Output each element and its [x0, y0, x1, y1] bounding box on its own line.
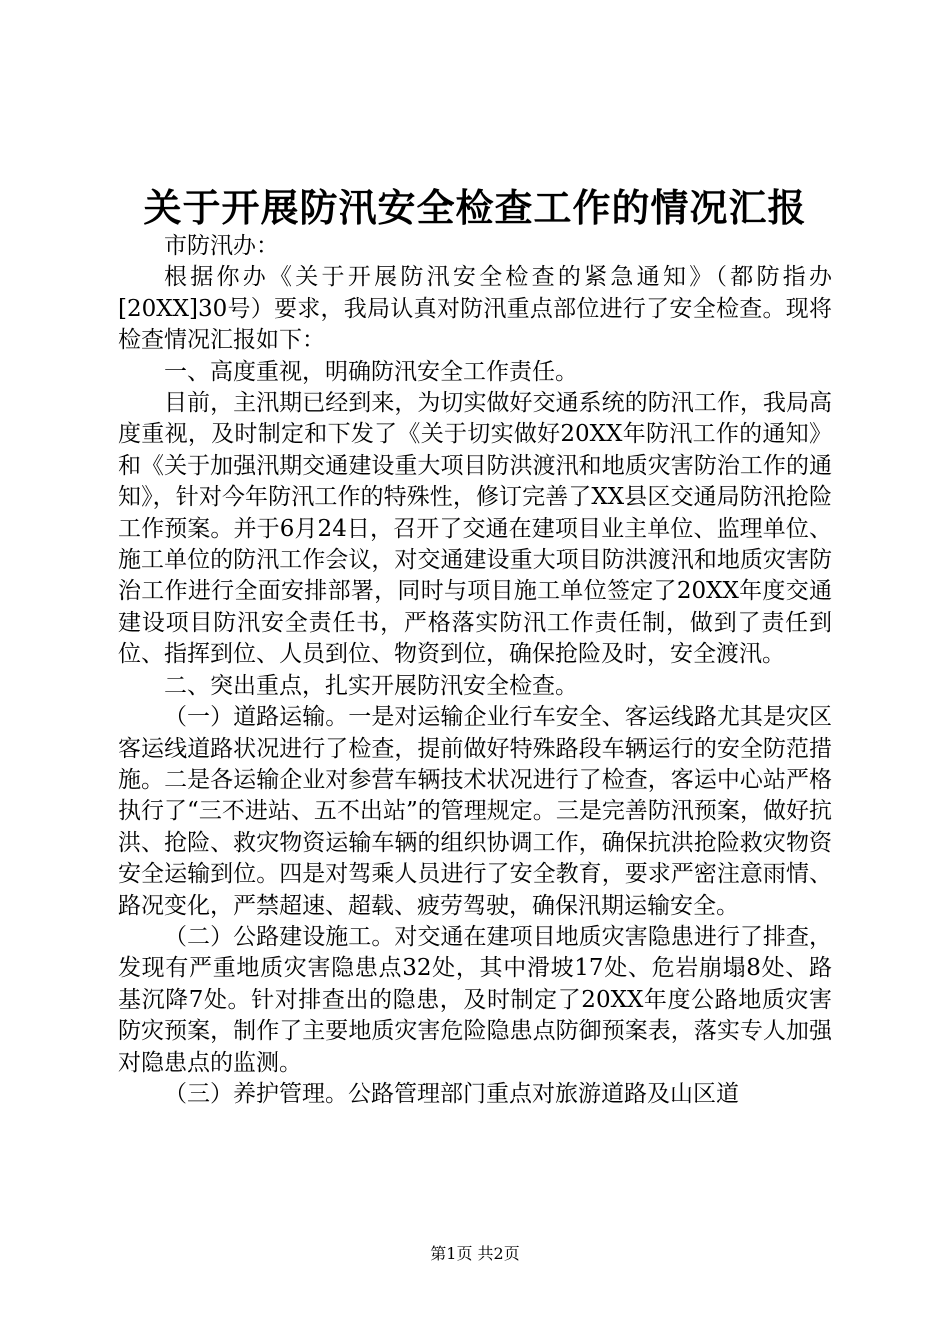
document-body: [118, 231, 832, 1110]
paragraph-road-construction: （二）公路建设施工。对交通在建项目地质灾害隐患进行了排查，发现有严重地质灾害隐患点32处，其中滑坡17处、危岩崩塌8处、路基沉降7处。针对排查出的隐患，及时制定了20XX年度公路地质灾害防灾预案，制作了主要地质灾害危险隐患点防御预案表，落实专人加强对隐患点的监测。: [118, 923, 832, 1076]
document-title: 关于开展防汛安全检查工作的情况汇报: [143, 185, 807, 230]
page-footer: 第1页 共2页: [430, 1244, 520, 1263]
salutation: 市防汛办：: [164, 233, 279, 259]
section-heading-2: 二、突出重点，扎实开展防汛安全检查。: [164, 672, 578, 699]
paragraph-maintenance: （三）养护管理。公路管理部门重点对旅游道路及山区道: [164, 1080, 739, 1107]
paragraph-road-transport: （一）道路运输。一是对运输企业行车安全、客运线路尤其是灾区客运线道路状况进行了检查，提前做好特殊路段车辆运行的安全防范措施。二是各运输企业对参营车辆技术状况进行了检查，客运中心站严格执行了“三不进站、五不出站”的管理规定。三是完善防汛预案，做好抗洪、抢险、救灾物资运输车辆的组织协调工作，确保抗洪抢险救灾物资安全运输到位。四是对驾乘人员进行了安全教育，要求严密注意雨情、路况变化，严禁超速、超载、疲劳驾驶，确保汛期运输安全。: [118, 704, 832, 919]
section-heading-1: 一、高度重视，明确防汛安全工作责任。: [164, 358, 578, 385]
paragraph-intro: 根据你办《关于开展防汛安全检查的紧急通知》（都防指办[20XX]30号）要求，我局认真对防汛重点部位进行了安全检查。现将检查情况汇报如下：: [118, 264, 832, 354]
paragraph-section-1: 目前，主汛期已经到来，为切实做好交通系统的防汛工作，我局高度重视，及时制定和下发了《关于切实做好20XX年防汛工作的通知》和《关于加强汛期交通建设重大项目防洪渡汛和地质灾害防治工作的通知》，针对今年防汛工作的特殊性，修订完善了XX县区交通局防汛抢险工作预案。并于6月24日，召开了交通在建项目业主单位、监理单位、施工单位的防汛工作会议，对交通建设重大项目防洪渡汛和地质灾害防治工作进行全面安排部署，同时与项目施工单位签定了20XX年度交通建设项目防汛安全责任书，严格落实防汛工作责任制，做到了责任到位、指挥到位、人员到位、物资到位，确保抢险及时，安全渡汛。: [118, 390, 832, 668]
